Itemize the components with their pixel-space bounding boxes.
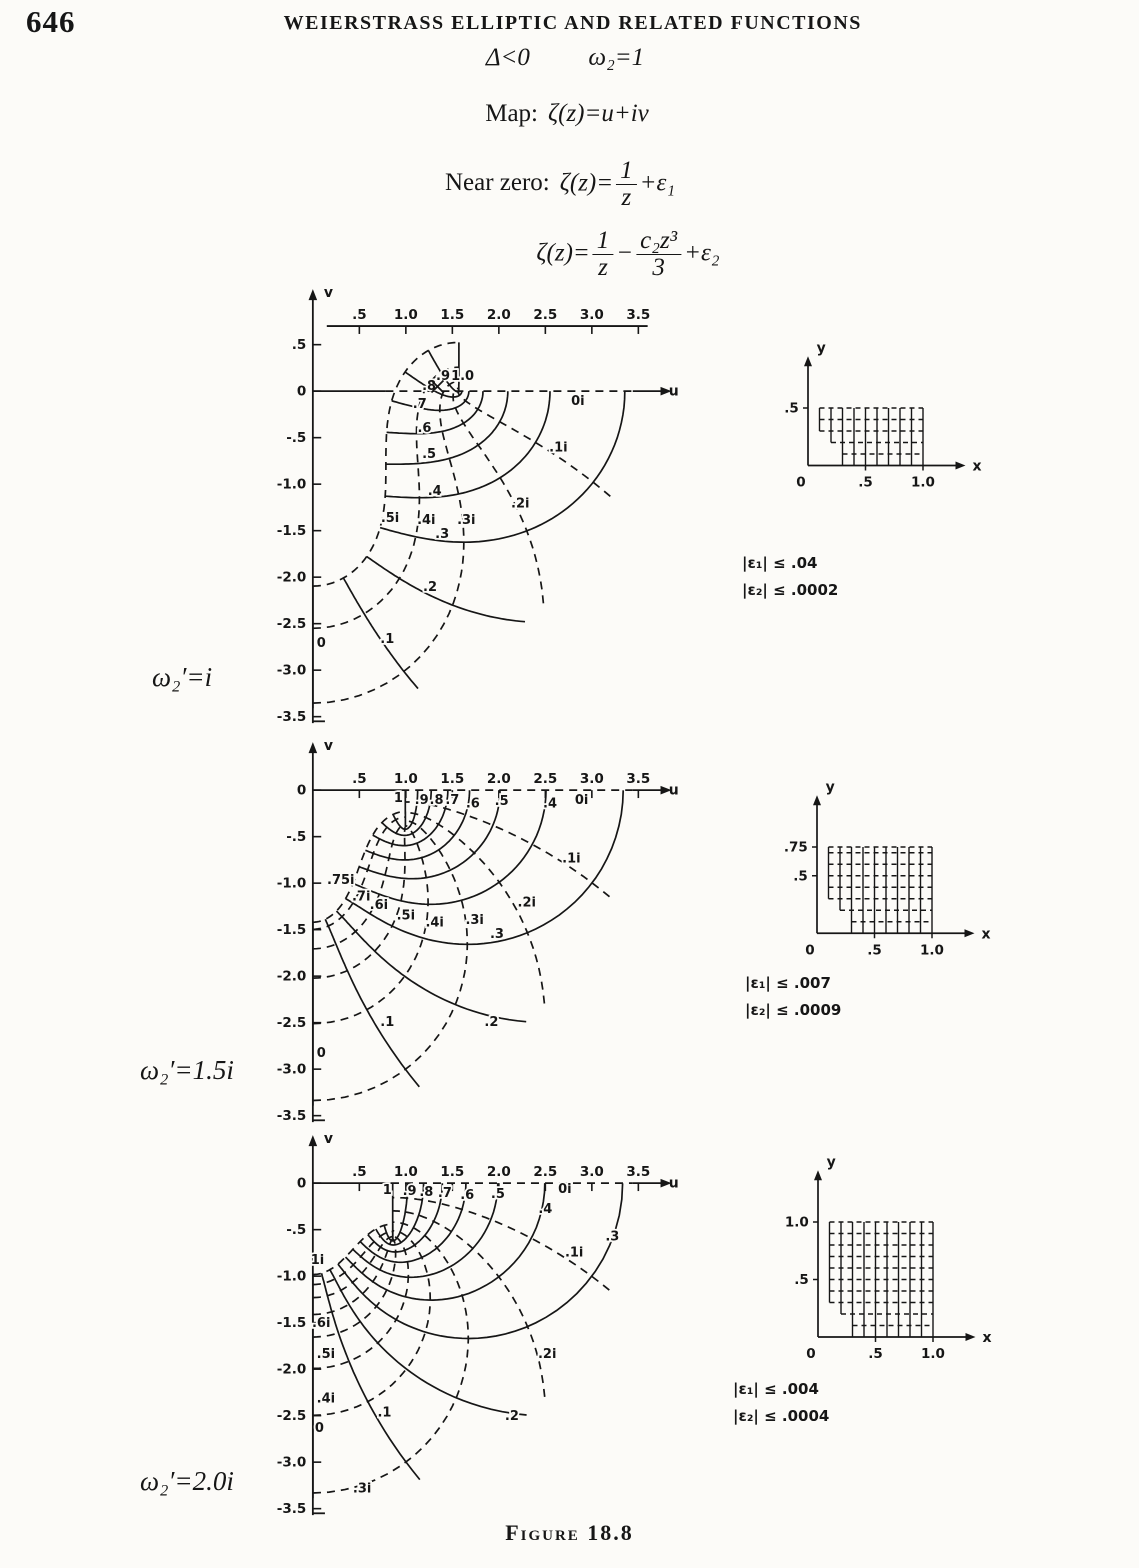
svg-text:.7: .7	[445, 792, 460, 808]
v-axis-arrow-icon	[309, 1135, 318, 1146]
fraction-1-over-z-2: $\frac{1}{z}$	[593, 228, 614, 282]
eps2-bound: |ε₂| ≤ .0009	[745, 1001, 842, 1019]
svg-text:2.5: 2.5	[533, 307, 558, 324]
svg-text:.1i: .1i	[562, 851, 581, 867]
eps1-bound: |ε₁| ≤ .04	[742, 554, 818, 572]
svg-text:1.0: 1.0	[393, 307, 418, 324]
svg-text:1.0: 1.0	[921, 1346, 945, 1362]
svg-text:.75: .75	[783, 839, 808, 856]
svg-text:.4i: .4i	[425, 915, 444, 931]
svg-text:0: 0	[796, 474, 806, 491]
svg-text:.5: .5	[858, 474, 873, 491]
svg-text:u: u	[668, 782, 679, 799]
svg-text:-2.0: -2.0	[276, 569, 307, 586]
map-plot-omega-i	[271, 287, 681, 741]
curve-x-0.4	[385, 391, 550, 498]
svg-text:.6i: .6i	[311, 1316, 331, 1332]
svg-text:.4: .4	[427, 484, 442, 500]
svg-text:2.5: 2.5	[533, 771, 558, 788]
svg-text:.2: .2	[423, 579, 438, 595]
svg-text:.5i: .5i	[316, 1346, 336, 1362]
eps1-bound: |ε₁| ≤ .007	[745, 974, 831, 992]
curve-y-0.7	[310, 1239, 393, 1314]
svg-text:.3: .3	[605, 1229, 620, 1245]
svg-text:1.5: 1.5	[440, 771, 465, 788]
svg-text:v: v	[323, 285, 333, 302]
omega-label-2: ω₂′=1.5i	[140, 1055, 234, 1085]
svg-text:.5: .5	[867, 942, 882, 959]
svg-text:-3.5: -3.5	[276, 1108, 307, 1125]
svg-text:.5: .5	[352, 1164, 367, 1181]
svg-text:1.0: 1.0	[920, 942, 944, 959]
svg-text:.7: .7	[437, 1185, 452, 1201]
svg-text:-.5: -.5	[286, 829, 307, 846]
epsilon1-term: +ε₁	[639, 169, 676, 197]
curve-labels	[311, 1182, 620, 1496]
map-equation: ζ(z)=u+iv	[548, 100, 649, 127]
svg-text:-1.0: -1.0	[276, 1268, 307, 1285]
svg-text:y: y	[816, 340, 826, 357]
svg-text:-2.0: -2.0	[276, 968, 307, 985]
near-zero-label: Near zero:	[444, 169, 550, 197]
svg-text:0: 0	[296, 782, 307, 799]
svg-text:1.0: 1.0	[393, 771, 418, 788]
svg-text:.7: .7	[412, 396, 427, 412]
svg-text:1.5: 1.5	[440, 307, 465, 324]
svg-text:-1.5: -1.5	[276, 1315, 307, 1332]
eps2-bound: |ε₂| ≤ .0002	[742, 581, 839, 599]
map-label: Map:	[485, 100, 538, 127]
v-axis-arrow-icon	[309, 289, 318, 300]
svg-text:3.0: 3.0	[579, 771, 604, 788]
svg-text:3.5: 3.5	[626, 771, 651, 788]
inset-x-arrow-icon	[965, 929, 975, 937]
svg-text:x: x	[982, 1330, 992, 1346]
svg-text:-3.0: -3.0	[276, 1454, 307, 1471]
eps2-bound: |ε₂| ≤ .0004	[733, 1407, 830, 1425]
svg-text:0: 0	[314, 1421, 324, 1437]
svg-text:.75i: .75i	[327, 872, 355, 888]
svg-text:0: 0	[316, 635, 326, 651]
svg-text:3.0: 3.0	[579, 1164, 604, 1181]
svg-text:.5i: .5i	[396, 908, 416, 924]
inset-plot	[785, 1154, 992, 1362]
svg-text:.9: .9	[402, 1184, 417, 1200]
svg-text:1.0: 1.0	[393, 1164, 418, 1181]
svg-text:.5i: .5i	[380, 511, 400, 527]
svg-text:.5: .5	[793, 868, 808, 885]
epsilon2-term: +ε₂	[684, 239, 720, 267]
svg-text:.9: .9	[436, 368, 451, 384]
svg-text:.5: .5	[784, 400, 799, 417]
curve-x-0.1	[322, 1273, 420, 1479]
inset-y-arrow-icon	[814, 1170, 822, 1180]
svg-text:.5: .5	[352, 771, 367, 788]
map-plot-omega-2i	[271, 1132, 681, 1532]
svg-text:.2i: .2i	[517, 895, 536, 911]
svg-text:0: 0	[296, 383, 307, 400]
svg-text:.5: .5	[794, 1272, 809, 1288]
svg-text:2.0: 2.0	[486, 307, 511, 324]
curve-labels	[317, 791, 589, 1061]
svg-text:-1.5: -1.5	[276, 523, 307, 540]
svg-text:.4: .4	[538, 1201, 553, 1217]
svg-text:-.5: -.5	[286, 430, 307, 447]
inset-plot	[784, 779, 991, 958]
svg-text:3.5: 3.5	[626, 307, 651, 324]
svg-text:-3.0: -3.0	[276, 1061, 307, 1078]
svg-text:0: 0	[316, 1045, 326, 1061]
svg-text:.1i: .1i	[564, 1245, 584, 1261]
svg-text:2.0: 2.0	[486, 771, 511, 788]
z-domain-inset-3	[772, 1153, 1023, 1377]
curve-y-0.75	[313, 812, 406, 923]
curve-y-0.3	[313, 821, 467, 1101]
curve-y-0.3	[310, 1222, 468, 1493]
svg-text:1: 1	[382, 1183, 392, 1199]
svg-text:-3.0: -3.0	[276, 662, 307, 679]
svg-text:1i: 1i	[310, 1252, 325, 1268]
svg-text:y: y	[826, 1154, 836, 1171]
delta-condition: Δ<0	[485, 44, 530, 71]
equation-conditions	[486, 44, 644, 72]
svg-text:.1i: .1i	[549, 440, 568, 456]
svg-text:.5: .5	[291, 337, 307, 354]
grid-image-curves	[313, 790, 623, 1105]
svg-text:-2.5: -2.5	[276, 1015, 307, 1032]
svg-text:-3.5: -3.5	[276, 1501, 307, 1518]
svg-text:x: x	[981, 926, 991, 943]
svg-text:0i: 0i	[558, 1182, 572, 1198]
svg-text:0: 0	[806, 1346, 816, 1362]
svg-text:.3: .3	[435, 526, 450, 542]
eps1-bound: |ε₁| ≤ .004	[733, 1380, 819, 1398]
svg-text:-2.5: -2.5	[276, 1408, 307, 1425]
svg-text:-2.5: -2.5	[276, 616, 307, 633]
fraction-1-over-z: $\frac{1}{z}$	[616, 158, 637, 212]
error-bounds-3	[733, 1376, 829, 1430]
svg-text:v: v	[323, 738, 333, 755]
curve-x-0.3	[338, 1183, 623, 1338]
curve-y-0.1	[405, 802, 609, 897]
svg-text:0: 0	[296, 1175, 307, 1192]
svg-text:1.0: 1.0	[451, 368, 475, 384]
svg-text:.8: .8	[419, 1185, 434, 1201]
curve-x-0.2	[367, 557, 525, 622]
svg-text:.2i: .2i	[537, 1346, 557, 1362]
inset-x-arrow-icon	[956, 462, 966, 470]
figure-caption: Figure 18.8	[505, 1520, 634, 1545]
svg-text:1.5: 1.5	[440, 1164, 465, 1181]
axes	[277, 285, 679, 725]
svg-text:2.0: 2.0	[486, 1164, 511, 1181]
page-number: 646	[26, 4, 76, 39]
equation-near-zero-2: ζ(z)= $\frac{1}{z}$ − $\frac{\text{c₂z³}}{3}$ +ε₂	[536, 227, 720, 282]
svg-text:.2: .2	[484, 1015, 499, 1031]
z-domain-inset-1	[762, 339, 1013, 506]
svg-text:3.5: 3.5	[626, 1164, 651, 1181]
curve-x-0.1	[325, 919, 419, 1087]
svg-text:0i: 0i	[571, 393, 585, 409]
svg-text:.4i: .4i	[316, 1391, 336, 1407]
z-domain-inset-2	[771, 778, 1022, 974]
inset-y-arrow-icon	[804, 356, 812, 366]
omega2-condition: ω₂=1	[588, 44, 645, 71]
svg-text:-1.5: -1.5	[276, 922, 307, 939]
svg-text:.1: .1	[380, 1015, 395, 1031]
curve-y-0.3	[313, 381, 464, 703]
svg-text:-1.0: -1.0	[276, 875, 307, 892]
svg-text:v: v	[323, 1131, 333, 1148]
svg-text:.4: .4	[543, 796, 557, 812]
omega-label-3: ω₂′=2.0i	[140, 1466, 234, 1496]
inset-plot	[784, 340, 981, 490]
curve-x-0.5	[386, 391, 508, 464]
map-plot-omega-1-5i	[271, 739, 681, 1139]
svg-text:1.0: 1.0	[784, 1214, 809, 1231]
omega-label-1: ω₂′=i	[152, 662, 213, 692]
svg-text:.5: .5	[490, 1186, 505, 1202]
svg-text:3.0: 3.0	[579, 307, 604, 324]
svg-text:-2.0: -2.0	[276, 1361, 307, 1378]
svg-text:.6: .6	[460, 1187, 475, 1203]
svg-text:x: x	[972, 458, 982, 475]
error-bounds-1	[742, 550, 838, 604]
svg-text:.8: .8	[429, 792, 444, 808]
fraction-c2z3-over-3: $\frac{\text{c₂z³}}{3}$	[636, 228, 681, 282]
page-title: WEIERSTRASS ELLIPTIC AND RELATED FUNCTIONS	[283, 12, 862, 34]
svg-text:1.0: 1.0	[911, 474, 935, 491]
svg-text:.2: .2	[504, 1409, 519, 1425]
svg-text:.3: .3	[489, 926, 504, 942]
v-axis-arrow-icon	[309, 742, 318, 753]
curve-y-0.2	[393, 1211, 545, 1397]
svg-text:.2i: .2i	[511, 496, 530, 512]
svg-text:-.5: -.5	[286, 1222, 307, 1239]
curve-labels	[317, 369, 585, 651]
inset-x-arrow-icon	[966, 1333, 976, 1341]
curve-x-0.6	[387, 391, 483, 434]
svg-text:1: 1	[393, 791, 403, 807]
svg-text:-1.0: -1.0	[276, 476, 307, 493]
svg-text:.6: .6	[417, 420, 432, 436]
svg-text:0i: 0i	[574, 792, 589, 808]
svg-text:.3i: .3i	[457, 513, 476, 528]
svg-text:u: u	[668, 1175, 679, 1192]
svg-text:.7i: .7i	[351, 889, 371, 905]
svg-text:y: y	[825, 779, 835, 796]
axes	[277, 1131, 679, 1517]
svg-text:.5: .5	[352, 307, 367, 324]
svg-text:.5: .5	[868, 1346, 883, 1362]
equation-map	[485, 100, 649, 128]
svg-text:.5: .5	[494, 793, 509, 809]
svg-text:.4i: .4i	[417, 513, 436, 528]
svg-text:.3i: .3i	[352, 1481, 372, 1497]
svg-text:.6i: .6i	[369, 898, 389, 914]
curve-y-0.4	[310, 1231, 430, 1416]
equation-near-zero-1: Near zero: ζ(z)= $\frac{1}{z}$ +ε₁	[444, 157, 676, 212]
svg-text:2.5: 2.5	[533, 1164, 558, 1181]
svg-text:u: u	[668, 383, 679, 400]
error-bounds-2	[745, 970, 841, 1024]
svg-text:.5: .5	[422, 446, 437, 462]
svg-text:.1: .1	[380, 632, 395, 648]
svg-text:0: 0	[805, 942, 815, 959]
svg-text:.6: .6	[465, 796, 480, 812]
svg-text:.9: .9	[414, 792, 429, 808]
svg-text:.1: .1	[377, 1405, 392, 1421]
svg-text:.3i: .3i	[465, 912, 484, 928]
inset-y-arrow-icon	[813, 795, 821, 805]
svg-text:.8: .8	[422, 379, 437, 395]
svg-text:-3.5: -3.5	[276, 709, 307, 726]
grid-image-curves	[310, 1183, 623, 1498]
